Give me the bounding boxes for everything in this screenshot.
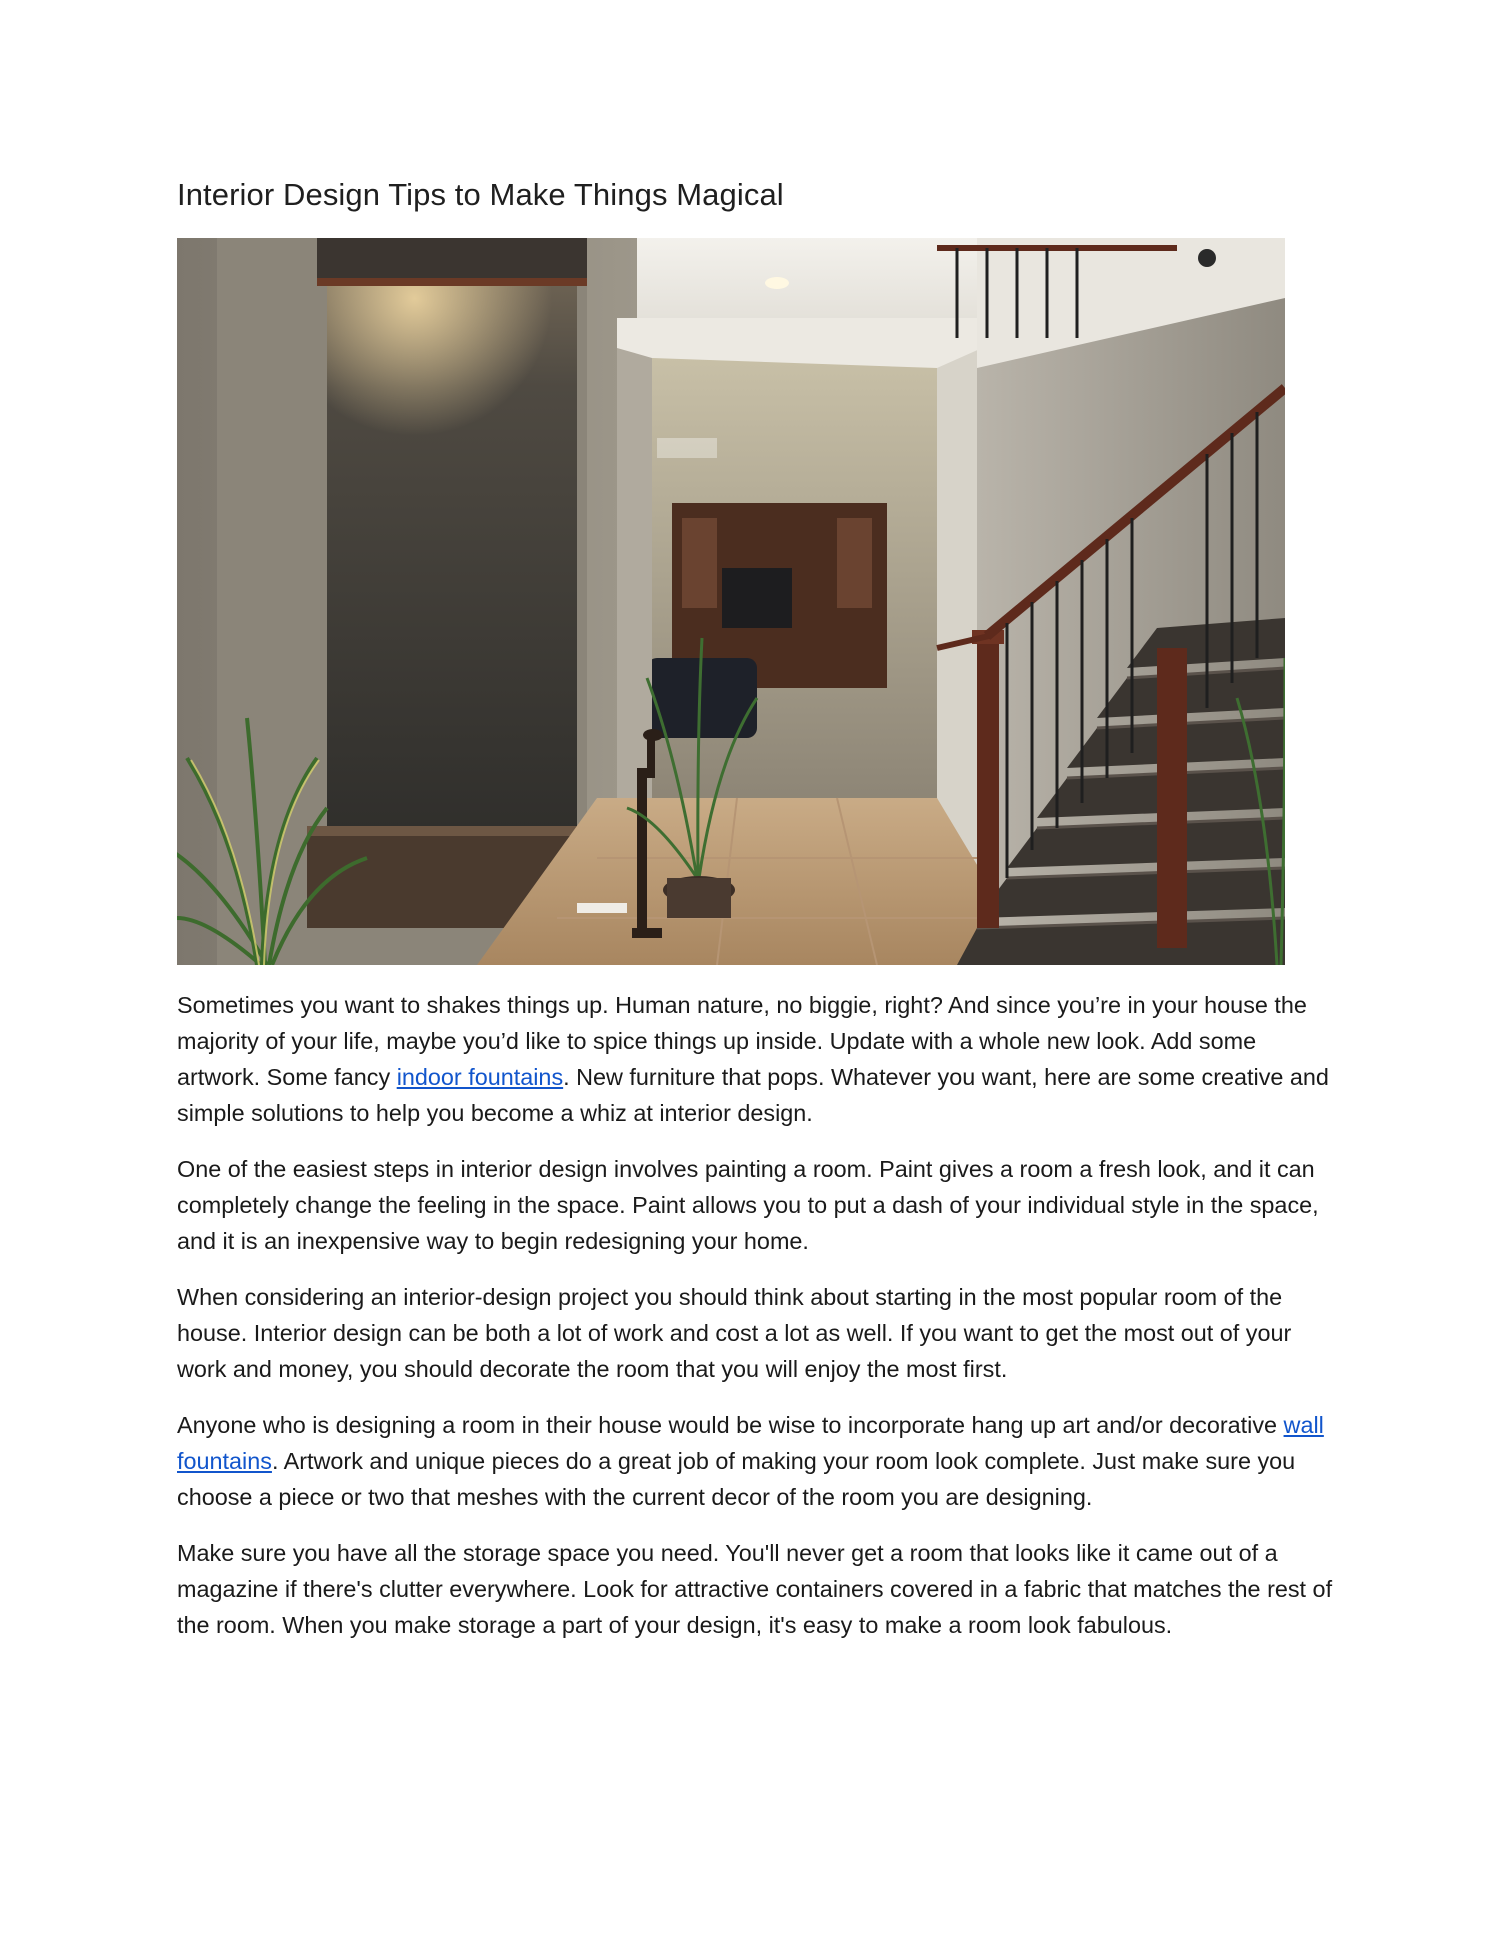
wall-fountains-link[interactable]: wall fountains <box>177 1412 1324 1474</box>
paragraph-popular-room: When considering an interior-design project you should think about starting in the most popular room of the house. Interior design can be both a lot of work and cost a lot as well. If you want to get the most out of your work and money, you should decorate the room that you will enjoy the most first. <box>177 1284 1292 1382</box>
indoor-fountains-link[interactable]: indoor fountains <box>396 1064 564 1090</box>
paragraph-storage: Make sure you have all the storage space you need. You'll never get a room that looks like it came out of a magazine if there's clutter everywhere. Look for attractive containers covered in a fabric that matches the rest of the room. When you make storage a part of your design, it's easy to make a room look fabulous. <box>177 1540 1333 1638</box>
paragraph-art-fountains: Anyone who is designing a room in their house would be wise to incorporate hang up art and/or decorative wall fountains. Artwork and unique pieces do a great job of making your room look complete. Just make sure you choose a piece or two that meshes with the current decor of the room you are designing. <box>177 1412 1324 1510</box>
page-title: Interior Design Tips to Make Things Magical <box>177 177 784 212</box>
paragraph-painting: One of the easiest steps in interior design involves painting a room. Paint gives a room a fresh look, and it can completely change the feeling in the space. Paint allows you to put a dash of your individual style in the space, and it is an inexpensive way to begin redesigning your home. <box>177 1156 1319 1254</box>
document-page <box>177 175 1337 1663</box>
hero-photo-indoor-wall-fountain-foyer <box>177 238 1285 965</box>
article-body <box>177 987 1337 1643</box>
paragraph-intro: Sometimes you want to shakes things up. Human nature, no biggie, right? And since you’re in your house the majority of your life, maybe you’d like to spice things up inside. Update with a whole new look. Add some artwork. Some fancy indoor fountains. New furniture that pops. Whatever you want, here are some creative and simple solutions to help you become a whiz at interior design. <box>177 992 1329 1126</box>
